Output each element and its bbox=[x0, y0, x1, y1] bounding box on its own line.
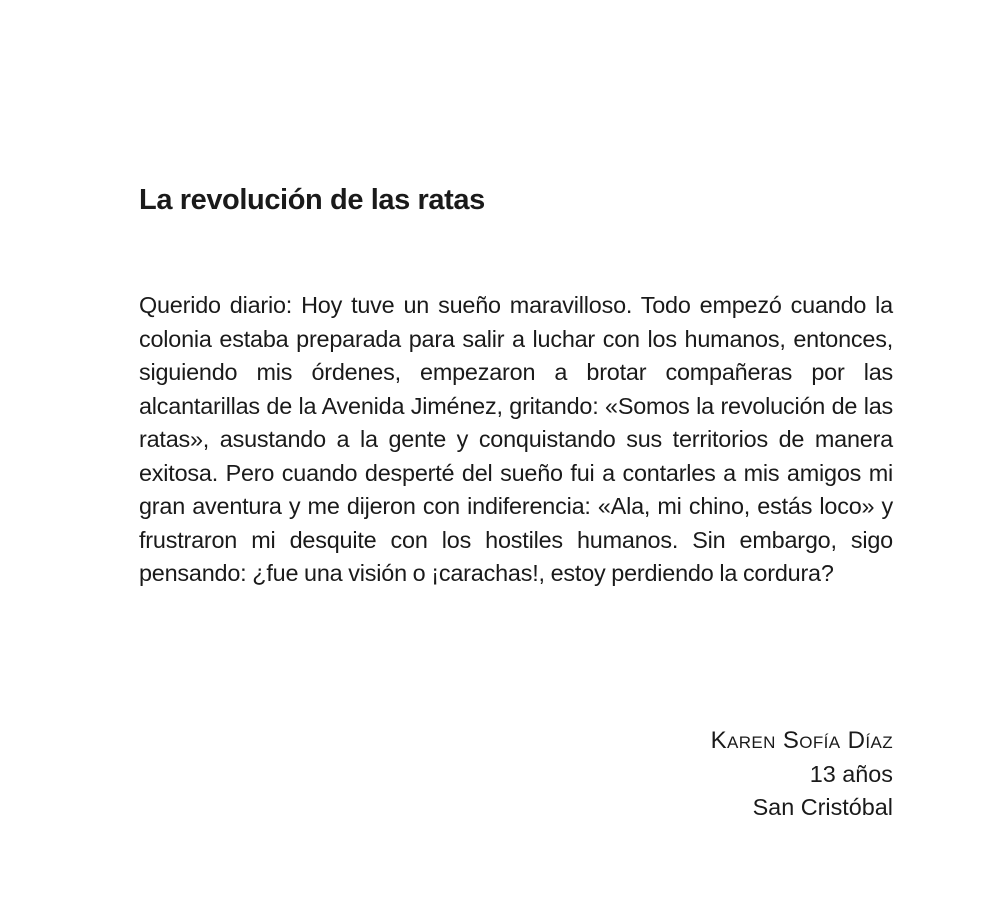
story-title: La revolución de las ratas bbox=[139, 184, 485, 216]
author-signature bbox=[711, 724, 893, 825]
author-age: 13 años bbox=[809, 760, 893, 787]
author-name: Karen Sofía Díaz bbox=[710, 727, 893, 754]
author-place: San Cristóbal bbox=[752, 794, 893, 820]
story-body: Querido diario: Hoy tuve un sueño maravilloso. Todo empezó cuando la colonia estaba preparada para salir a luchar con los humanos, entonces, siguiendo mis órdenes, empezaron a brotar compañeras por las alcantarillas de la Avenida Jiménez, gritando: «Somos la revolución de las ratas», asustando a la gente y conquistando sus territorios de manera exitosa. Pero cuando desperté del sueño fui a contarles a mis amigos mi gran aventura y me dijeron con indiferencia: «Ala, mi chino, estás loco» y frustraron mi desquite con los hostiles humanos. Sin embargo, sigo pensando: ¿fue una visión o ¡carachas!, estoy perdiendo la cordura? bbox=[139, 292, 893, 586]
